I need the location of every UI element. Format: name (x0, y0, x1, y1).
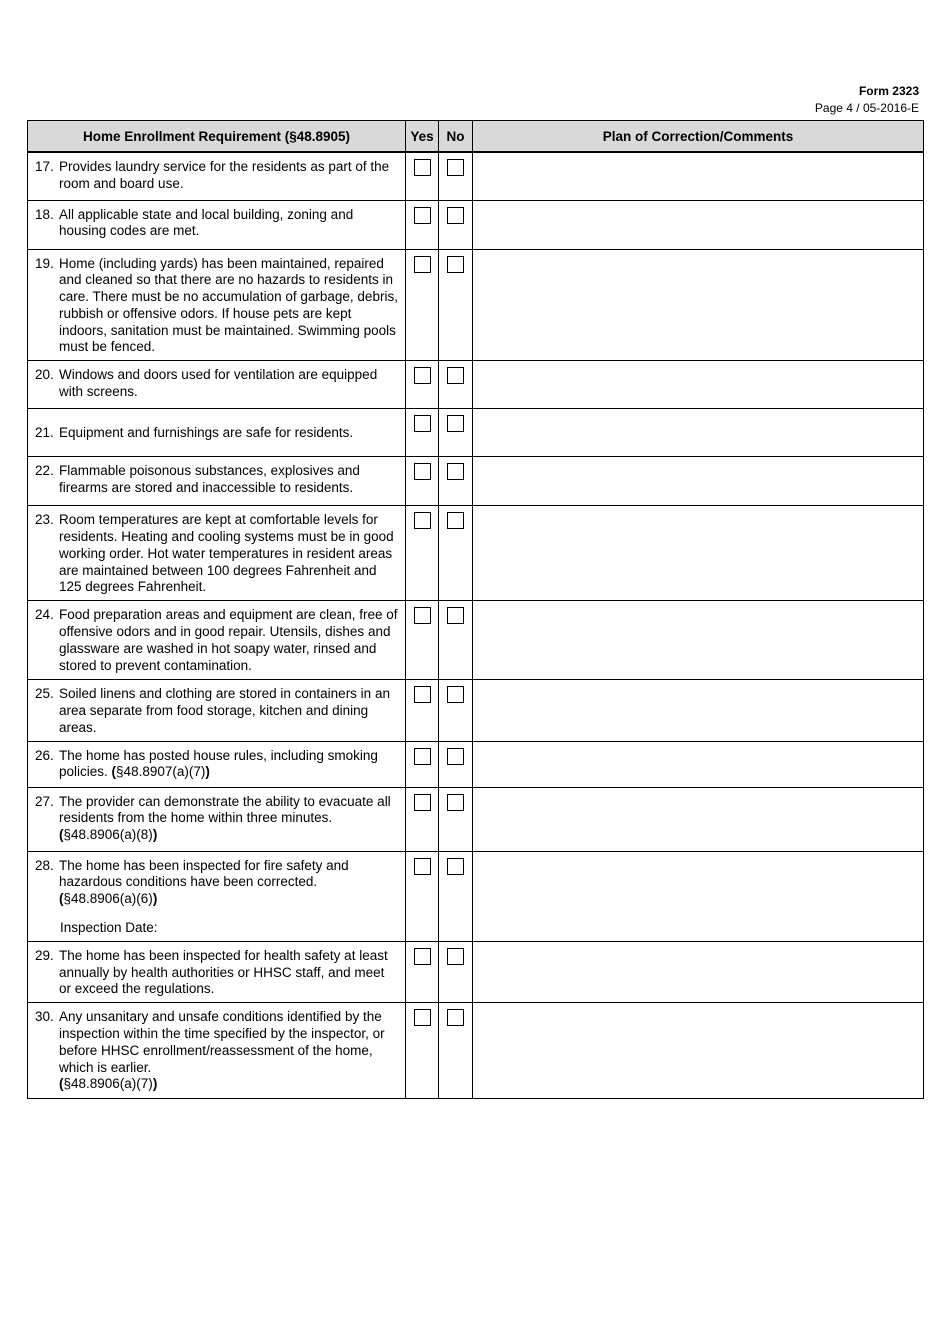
table-row (28, 457, 924, 506)
form-header (815, 84, 919, 116)
item-number: 26. (35, 747, 54, 763)
item-text: Flammable poisonous substances, explosives and firearms are stored and inaccessible to residents. (59, 463, 360, 496)
yes-checkbox[interactable] (414, 367, 431, 384)
yes-cell (406, 741, 439, 787)
no-checkbox[interactable] (447, 463, 464, 480)
no-cell (439, 601, 473, 680)
item-number: 27. (35, 793, 54, 809)
item-text: Provides laundry service for the residents as part of the room and board use. (59, 159, 390, 191)
no-checkbox[interactable] (447, 858, 464, 875)
requirement-cell (28, 506, 406, 601)
item-text: Any unsanitary and unsafe conditions identified by the inspection within the time specified by the inspector, or before HHSC enrollment/reassessment of the home, which is earlier. (59, 1009, 385, 1075)
no-cell (439, 152, 473, 200)
comments-field[interactable] (473, 506, 924, 601)
yes-cell (406, 941, 439, 1002)
yes-cell (406, 787, 439, 851)
yes-checkbox[interactable] (414, 858, 431, 875)
yes-column-header: Yes (406, 121, 439, 153)
table-row (28, 741, 924, 787)
requirement-cell: 28. The home has been inspected for fire safety and hazardous conditions have been corrected. (§48.8906(a)(6)) Inspection Date: (28, 851, 406, 941)
no-checkbox[interactable] (447, 367, 464, 384)
yes-cell (406, 851, 439, 941)
item-text: Room temperatures are kept at comfortable levels for residents. Heating and cooling systems must be in good working order. Hot water temperatures in resident areas are maintained between 100 degrees Fahrenheit and 125 degrees Fahrenheit. (59, 512, 394, 595)
page-info: Page 4 / 05-2016-E (814, 101, 919, 115)
comments-field[interactable] (473, 361, 924, 409)
item-text: Food preparation areas and equipment are clean, free of offensive odors and in good repair. Utensils, dishes and glassware are washed in hot soapy water, rinsed and stored to prevent contamination. (59, 607, 398, 673)
no-cell (439, 249, 473, 361)
requirement-column-header: Home Enrollment Requirement (§48.8905) (28, 121, 406, 153)
comments-field[interactable] (473, 601, 924, 680)
yes-checkbox[interactable] (414, 207, 431, 224)
table-row (28, 409, 924, 457)
requirement-cell: 30. Any unsanitary and unsafe conditions identified by the inspection within the time specified by the inspector, or before HHSC enrollment/reassessment of the home, which is earlier. (§48.8906(a)(7)) (28, 1003, 406, 1099)
yes-checkbox[interactable] (414, 159, 431, 176)
item-number: 28. (35, 857, 54, 873)
comments-field[interactable] (473, 409, 924, 457)
no-checkbox[interactable] (447, 159, 464, 176)
yes-cell (406, 200, 439, 249)
no-checkbox[interactable] (447, 686, 464, 703)
comments-field[interactable] (473, 680, 924, 741)
comments-field[interactable] (473, 200, 924, 249)
comments-field[interactable] (473, 741, 924, 787)
requirement-cell: 26. The home has posted house rules, including smoking policies. (§48.8907(a)(7)) (28, 741, 406, 787)
requirement-cell (28, 409, 406, 457)
table-row (28, 941, 924, 1002)
yes-checkbox[interactable] (414, 512, 431, 529)
form-number: Form 2323 (858, 84, 919, 98)
table-row (28, 361, 924, 409)
table-row (28, 249, 924, 361)
yes-cell (406, 601, 439, 680)
table-row (28, 787, 924, 851)
item-number: 25. (35, 686, 54, 702)
item-number: 19. (35, 255, 54, 271)
inspection-date-label: Inspection Date: (60, 920, 158, 936)
item-text: The home has been inspected for health safety at least annually by health authorities or HHSC staff, and meet or exceed the regulations. (59, 947, 388, 997)
no-cell (439, 851, 473, 941)
yes-checkbox[interactable] (414, 607, 431, 624)
comments-field[interactable] (473, 249, 924, 361)
citation: §48.8907(a)(7) (116, 764, 206, 780)
no-cell (439, 787, 473, 851)
citation: §48.8906(a)(6) (63, 891, 153, 907)
requirement-cell (28, 680, 406, 741)
yes-cell (406, 361, 439, 409)
item-text: The provider can demonstrate the ability to evacuate all residents from the home within three minutes. (59, 793, 391, 826)
item-number: 17. (35, 159, 54, 174)
yes-cell (406, 409, 439, 457)
table-row (28, 152, 924, 200)
item-number: 18. (35, 206, 54, 222)
comments-field[interactable] (473, 851, 924, 941)
yes-cell (406, 680, 439, 741)
comments-column-header: Plan of Correction/Comments (473, 121, 924, 153)
no-cell (439, 361, 473, 409)
yes-checkbox[interactable] (414, 463, 431, 480)
item-number: 29. (35, 947, 54, 963)
no-cell (439, 457, 473, 506)
no-cell (439, 506, 473, 601)
item-text: All applicable state and local building, zoning and housing codes are met. (59, 206, 354, 239)
item-number: 23. (35, 512, 54, 528)
item-number: 21. (35, 425, 54, 441)
no-cell (439, 1003, 473, 1099)
no-cell (439, 680, 473, 741)
requirement-cell (28, 941, 406, 1002)
yes-cell (406, 249, 439, 361)
item-text: Home (including yards) has been maintained, repaired and cleaned so that there are no hazards to residents in care. There must be no accumulation of garbage, debris, rubbish or offensive odors. If house pets are kept indoors, sanitation must be maintained. Swimming pools must be fenced. (59, 255, 398, 355)
requirement-cell (28, 200, 406, 249)
item-number: 24. (35, 607, 54, 623)
yes-checkbox[interactable] (414, 415, 431, 432)
no-checkbox[interactable] (447, 207, 464, 224)
yes-cell (406, 152, 439, 200)
no-cell (439, 741, 473, 787)
no-checkbox[interactable] (447, 512, 464, 529)
requirement-cell (28, 601, 406, 680)
yes-checkbox[interactable] (414, 794, 431, 811)
no-checkbox[interactable] (447, 415, 464, 432)
no-column-header: No (439, 121, 473, 153)
table-row (28, 1003, 924, 1099)
no-checkbox[interactable] (447, 748, 464, 765)
no-checkbox[interactable] (447, 607, 464, 624)
no-cell (439, 941, 473, 1002)
comments-field[interactable] (473, 1003, 924, 1099)
item-text: Windows and doors used for ventilation are equipped with screens. (59, 367, 378, 400)
yes-checkbox[interactable] (414, 748, 431, 765)
item-text: Equipment and furnishings are safe for residents. (59, 425, 354, 441)
no-cell (439, 409, 473, 457)
yes-checkbox[interactable] (414, 948, 431, 965)
yes-checkbox[interactable] (414, 1009, 431, 1026)
table-row (28, 851, 924, 941)
requirement-cell (28, 457, 406, 506)
item-text: Soiled linens and clothing are stored in containers in an area separate from food storage, kitchen and dining areas. (59, 686, 390, 735)
table-row (28, 506, 924, 601)
no-checkbox[interactable] (447, 1009, 464, 1026)
citation: §48.8906(a)(7) (63, 1076, 153, 1092)
table-row (28, 680, 924, 741)
table-row (28, 200, 924, 249)
no-checkbox[interactable] (447, 256, 464, 273)
comments-field[interactable] (473, 941, 924, 1002)
requirement-cell: 27. The provider can demonstrate the ability to evacuate all residents from the home within three minutes. (§48.8906(a)(8)) (28, 787, 406, 851)
requirement-cell (28, 152, 406, 200)
no-checkbox[interactable] (447, 948, 464, 965)
no-checkbox[interactable] (447, 794, 464, 811)
comments-field[interactable] (473, 152, 924, 200)
requirement-cell (28, 361, 406, 409)
requirement-cell (28, 249, 406, 361)
item-number: 30. (35, 1009, 54, 1025)
no-cell (439, 200, 473, 249)
item-number: 20. (35, 367, 54, 383)
citation: §48.8906(a)(8) (63, 827, 153, 843)
yes-checkbox[interactable] (414, 256, 431, 273)
item-number: 22. (35, 463, 54, 479)
item-text: The home has been inspected for fire safety and hazardous conditions have been corrected. (59, 857, 349, 890)
yes-cell (406, 1003, 439, 1099)
comments-field[interactable] (473, 457, 924, 506)
yes-cell (406, 457, 439, 506)
yes-checkbox[interactable] (414, 686, 431, 703)
comments-field[interactable] (473, 787, 924, 851)
requirements-table (27, 120, 924, 1099)
table-row (28, 601, 924, 680)
table-header-row (28, 121, 924, 153)
item-text: The home has posted house rules, including smoking policies. (59, 747, 378, 780)
yes-cell (406, 506, 439, 601)
